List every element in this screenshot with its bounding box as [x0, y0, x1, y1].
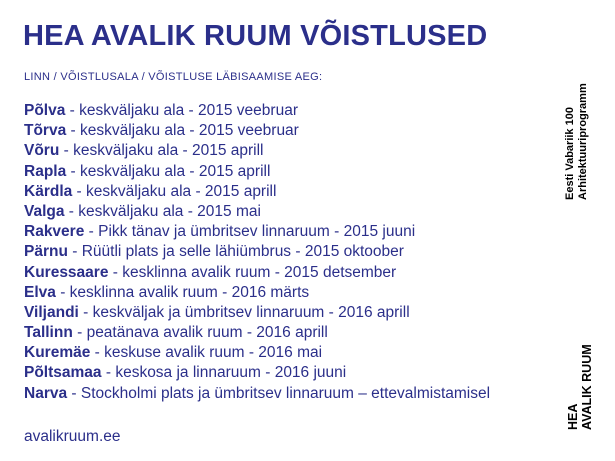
list-item	[24, 303, 490, 323]
city-name: Kuremäe	[24, 344, 91, 362]
competition-details: - keskosa ja linnaruum - 2016 juuni	[101, 364, 347, 382]
city-name: Rapla	[24, 162, 67, 180]
page-title: HEA AVALIK RUUM VÕISTLUSED	[23, 20, 488, 52]
competition-details: - keskväljaku ala - 2015 aprill	[72, 182, 277, 200]
competition-details: - keskväljaku ala - 2015 veebruar	[65, 102, 298, 119]
city-name: Narva	[24, 384, 68, 402]
list-item	[24, 202, 490, 222]
city-name: Põltsamaa	[24, 364, 102, 382]
list-item	[24, 283, 490, 303]
competition-details: - Stockholmi plats ja ümbritsev linnaruum – ettevalmistamisel	[67, 384, 491, 402]
competition-details: - keskuse avalik ruum - 2016 mai	[90, 344, 323, 362]
city-name: Põlva	[24, 102, 66, 119]
list-item	[24, 323, 490, 343]
city-name: Pärnu	[24, 243, 68, 261]
competition-details: - keskväljaku ala - 2015 aprill	[66, 162, 271, 180]
competition-details: - kesklinna avalik ruum - 2015 detsember	[108, 263, 397, 281]
competition-details: - Pikk tänav ja ümbritsev linnaruum - 2015 juuni	[84, 223, 416, 241]
competition-details: - peatänava avalik ruum - 2016 aprill	[72, 324, 328, 342]
list-item	[24, 242, 490, 262]
city-name: Kärdla	[24, 182, 73, 200]
city-name: Viljandi	[24, 303, 79, 321]
competition-details: - keskväljak ja ümbritsev linnaruum - 2016 aprill	[78, 303, 410, 321]
list-item	[24, 121, 490, 141]
city-name: Tallinn	[24, 324, 73, 342]
competition-details: - keskväljaku ala - 2015 veebruar	[66, 122, 299, 140]
program-logo-text	[564, 83, 589, 200]
brand-logo-line1: HEA	[566, 403, 580, 430]
list-item	[24, 141, 490, 161]
brand-logo-line2: AVALIK RUUM	[580, 344, 594, 430]
competition-details: - keskväljaku ala - 2015 aprill	[59, 142, 264, 160]
list-item	[24, 101, 490, 121]
column-legend: LINN / VÕISTLUSALA / VÕISTLUSE LÄBISAAMISE AEG:	[24, 71, 323, 83]
city-name: Tõrva	[24, 122, 67, 140]
list-item	[24, 182, 490, 202]
city-name: Valga	[24, 202, 65, 220]
competition-list	[24, 101, 490, 404]
program-logo-line2: Arhitektuuriprogramm	[576, 83, 589, 200]
city-name: Kuressaare	[24, 263, 109, 281]
competition-details: - Rüütli plats ja selle lähiümbrus - 2015 oktoober	[67, 243, 404, 261]
list-item	[24, 263, 490, 283]
brand-logo-text	[566, 344, 594, 430]
program-logo-line1: Eesti Vabariik 100	[564, 107, 576, 200]
city-name: Elva	[24, 283, 56, 301]
city-name: Võru	[24, 142, 60, 160]
website-url: avalikruum.ee	[24, 428, 121, 445]
city-name: Rakvere	[24, 223, 85, 241]
list-item	[24, 343, 490, 363]
list-item	[24, 363, 490, 383]
competition-details: - keskväljaku ala - 2015 mai	[64, 202, 261, 220]
list-item	[24, 222, 490, 242]
competition-details: - kesklinna avalik ruum - 2016 märts	[55, 283, 310, 301]
list-item	[24, 162, 490, 182]
list-item	[24, 384, 490, 404]
